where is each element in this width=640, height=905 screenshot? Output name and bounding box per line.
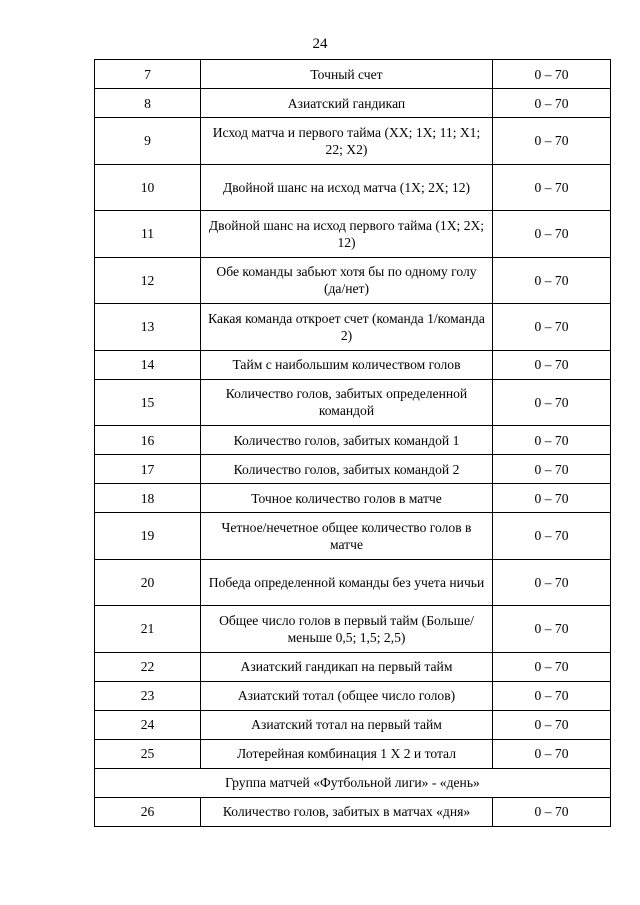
group-header: Группа матчей «Футбольной лиги» - «день» <box>95 768 611 797</box>
row-number: 18 <box>95 484 201 513</box>
value-range: 0 – 70 <box>493 164 611 211</box>
bet-description: Количество голов, забитых командой 1 <box>201 426 493 455</box>
table-row <box>95 455 611 484</box>
bet-description: Точный счет <box>201 60 493 89</box>
table-row <box>95 211 611 258</box>
value-range: 0 – 70 <box>493 606 611 653</box>
value-range: 0 – 70 <box>493 710 611 739</box>
table-row <box>95 797 611 826</box>
table-row <box>95 739 611 768</box>
row-number: 21 <box>95 606 201 653</box>
bet-description: Количество голов, забитых командой 2 <box>201 455 493 484</box>
value-range: 0 – 70 <box>493 379 611 426</box>
bet-description: Победа определенной команды без учета ничьи <box>201 559 493 606</box>
bet-types-table <box>94 59 611 827</box>
bet-description: Четное/нечетное общее количество голов в матче <box>201 513 493 560</box>
row-number: 10 <box>95 164 201 211</box>
bet-description: Двойной шанс на исход первого тайма (1X; 2X; 12) <box>201 211 493 258</box>
bet-description: Азиатский тотал (общее число голов) <box>201 681 493 710</box>
row-number: 22 <box>95 652 201 681</box>
table-row <box>95 606 611 653</box>
bet-description: Азиатский тотал на первый тайм <box>201 710 493 739</box>
bet-description: Азиатский гандикап <box>201 89 493 118</box>
bet-description: Количество голов, забитых в матчах «дня» <box>201 797 493 826</box>
row-number: 25 <box>95 739 201 768</box>
value-range: 0 – 70 <box>493 797 611 826</box>
table-row <box>95 89 611 118</box>
group-header-row <box>95 768 611 797</box>
bet-description: Исход матча и первого тайма (XX; 1X; 11; X1; 22; X2) <box>201 118 493 165</box>
value-range: 0 – 70 <box>493 257 611 304</box>
table-row <box>95 379 611 426</box>
table-row <box>95 652 611 681</box>
value-range: 0 – 70 <box>493 304 611 351</box>
value-range: 0 – 70 <box>493 426 611 455</box>
bet-description: Двойной шанс на исход матча (1X; 2X; 12) <box>201 164 493 211</box>
row-number: 13 <box>95 304 201 351</box>
row-number: 19 <box>95 513 201 560</box>
table-row <box>95 60 611 89</box>
row-number: 16 <box>95 426 201 455</box>
row-number: 8 <box>95 89 201 118</box>
table-row <box>95 118 611 165</box>
value-range: 0 – 70 <box>493 60 611 89</box>
row-number: 17 <box>95 455 201 484</box>
table-row <box>95 484 611 513</box>
table-row <box>95 710 611 739</box>
page-number: 24 <box>312 36 328 52</box>
table-row <box>95 426 611 455</box>
value-range: 0 – 70 <box>493 350 611 379</box>
value-range: 0 – 70 <box>493 681 611 710</box>
row-number: 24 <box>95 710 201 739</box>
value-range: 0 – 70 <box>493 89 611 118</box>
table-row <box>95 681 611 710</box>
table-row <box>95 257 611 304</box>
bet-description: Количество голов, забитых определенной командой <box>201 379 493 426</box>
value-range: 0 – 70 <box>493 652 611 681</box>
row-number: 23 <box>95 681 201 710</box>
value-range: 0 – 70 <box>493 484 611 513</box>
table-row <box>95 164 611 211</box>
table-row <box>95 350 611 379</box>
value-range: 0 – 70 <box>493 455 611 484</box>
row-number: 7 <box>95 60 201 89</box>
row-number: 14 <box>95 350 201 379</box>
table-row <box>95 513 611 560</box>
bet-description: Лотерейная комбинация 1 X 2 и тотал <box>201 739 493 768</box>
table-row <box>95 304 611 351</box>
value-range: 0 – 70 <box>493 513 611 560</box>
bet-description: Азиатский гандикап на первый тайм <box>201 652 493 681</box>
bet-description: Общее число голов в первый тайм (Больше/меньше 0,5; 1,5; 2,5) <box>201 606 493 653</box>
row-number: 20 <box>95 559 201 606</box>
row-number: 26 <box>95 797 201 826</box>
value-range: 0 – 70 <box>493 211 611 258</box>
row-number: 15 <box>95 379 201 426</box>
bet-description: Тайм с наибольшим количеством голов <box>201 350 493 379</box>
value-range: 0 – 70 <box>493 559 611 606</box>
value-range: 0 – 70 <box>493 739 611 768</box>
row-number: 9 <box>95 118 201 165</box>
bet-description: Какая команда откроет счет (команда 1/команда 2) <box>201 304 493 351</box>
bet-description: Обе команды забьют хотя бы по одному голу (да/нет) <box>201 257 493 304</box>
row-number: 12 <box>95 257 201 304</box>
table-row <box>95 559 611 606</box>
bet-description: Точное количество голов в матче <box>201 484 493 513</box>
row-number: 11 <box>95 211 201 258</box>
value-range: 0 – 70 <box>493 118 611 165</box>
